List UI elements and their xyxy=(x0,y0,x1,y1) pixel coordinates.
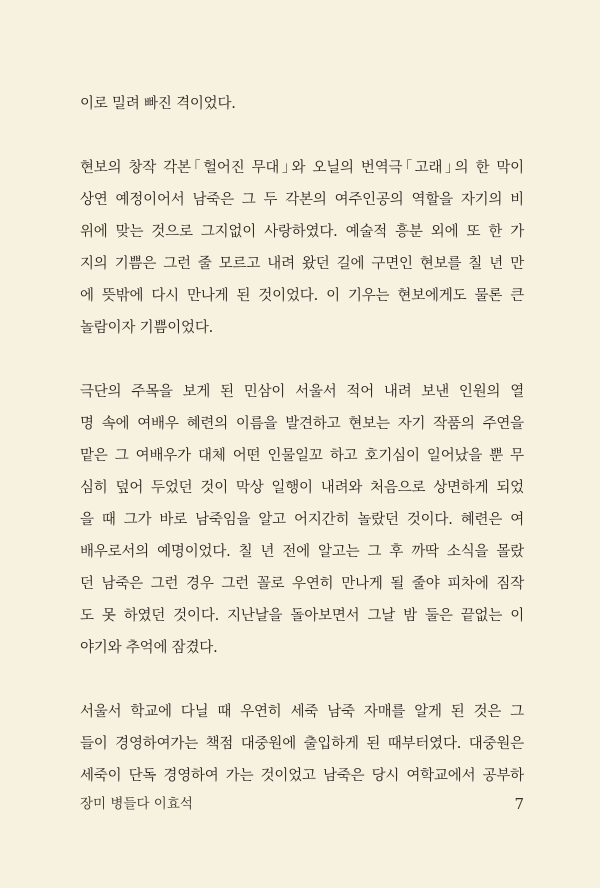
text-line: 놀람이자 기쁨이었다. xyxy=(80,320,214,336)
text-line: 이로 밀려 빠진 격이었다. xyxy=(80,96,236,112)
text-line: 극단의 주목을 보게 된 민삼이 서울서 적어 내려 보낸 인원의 열 xyxy=(80,384,524,400)
text-line: 던 남죽은 그런 경우 그런 꼴로 우연히 만나게 될 줄야 피차에 짐작 xyxy=(80,576,524,592)
text-line: 을 때 그가 바로 남죽임을 알고 어지간히 놀랐던 것이다. 혜련은 여 xyxy=(80,512,524,528)
text-line: 심히 덮어 두었던 것이 막상 일행이 내려와 처음으로 상면하게 되었 xyxy=(80,480,524,496)
page-footer xyxy=(80,792,524,816)
text-line: 서울서 학교에 다닐 때 우연히 세죽 남죽 자매를 알게 된 것은 그 xyxy=(80,704,524,720)
body-text xyxy=(80,88,524,792)
text-line: 세죽이 단독 경영하여 가는 것이었고 남죽은 당시 여학교에서 공부하 xyxy=(80,768,524,784)
paragraph-gap xyxy=(80,344,524,376)
text-line: 지의 기쁨은 그런 줄 모르고 내려 왔던 길에 구면인 현보를 칠 년 만 xyxy=(80,256,524,272)
text-line: 들이 경영하여가는 책점 대중원에 출입하게 된 때부터였다. 대중원은 xyxy=(80,736,524,752)
text-line: 맡은 그 여배우가 대체 어떤 인물일꼬 하고 호기심이 일어났을 뿐 무 xyxy=(80,448,524,464)
paragraph-gap xyxy=(80,120,524,152)
book-title: 장미 병들다 이효석 xyxy=(80,796,193,812)
text-line: 명 속에 여배우 혜련의 이름을 발견하고 현보는 자기 작품의 주연을 xyxy=(80,416,524,432)
text-line: 야기와 추억에 잠겼다. xyxy=(80,640,218,656)
text-line: 현보의 창작 각본｢헐어진 무대｣와 오닐의 번역극｢고래｣의 한 막이 xyxy=(80,160,524,176)
text-line: 도 못 하였던 것이다. 지난날을 돌아보면서 그날 밤 둘은 끝없는 이 xyxy=(80,608,524,624)
text-line: 배우로서의 예명이었다. 칠 년 전에 알고는 그 후 까딱 소식을 몰랐 xyxy=(80,544,524,560)
text-line: 상연 예정이어서 남죽은 그 두 각본의 여주인공의 역할을 자기의 비 xyxy=(80,192,524,208)
text-line: 위에 맞는 것으로 그지없이 사랑하였다. 예술적 흥분 외에 또 한 가 xyxy=(80,224,524,240)
text-line: 에 뜻밖에 다시 만나게 된 것이었다. 이 기우는 현보에게도 물론 큰 xyxy=(80,288,524,304)
paragraph-gap xyxy=(80,664,524,696)
page-number: 7 xyxy=(514,795,524,813)
